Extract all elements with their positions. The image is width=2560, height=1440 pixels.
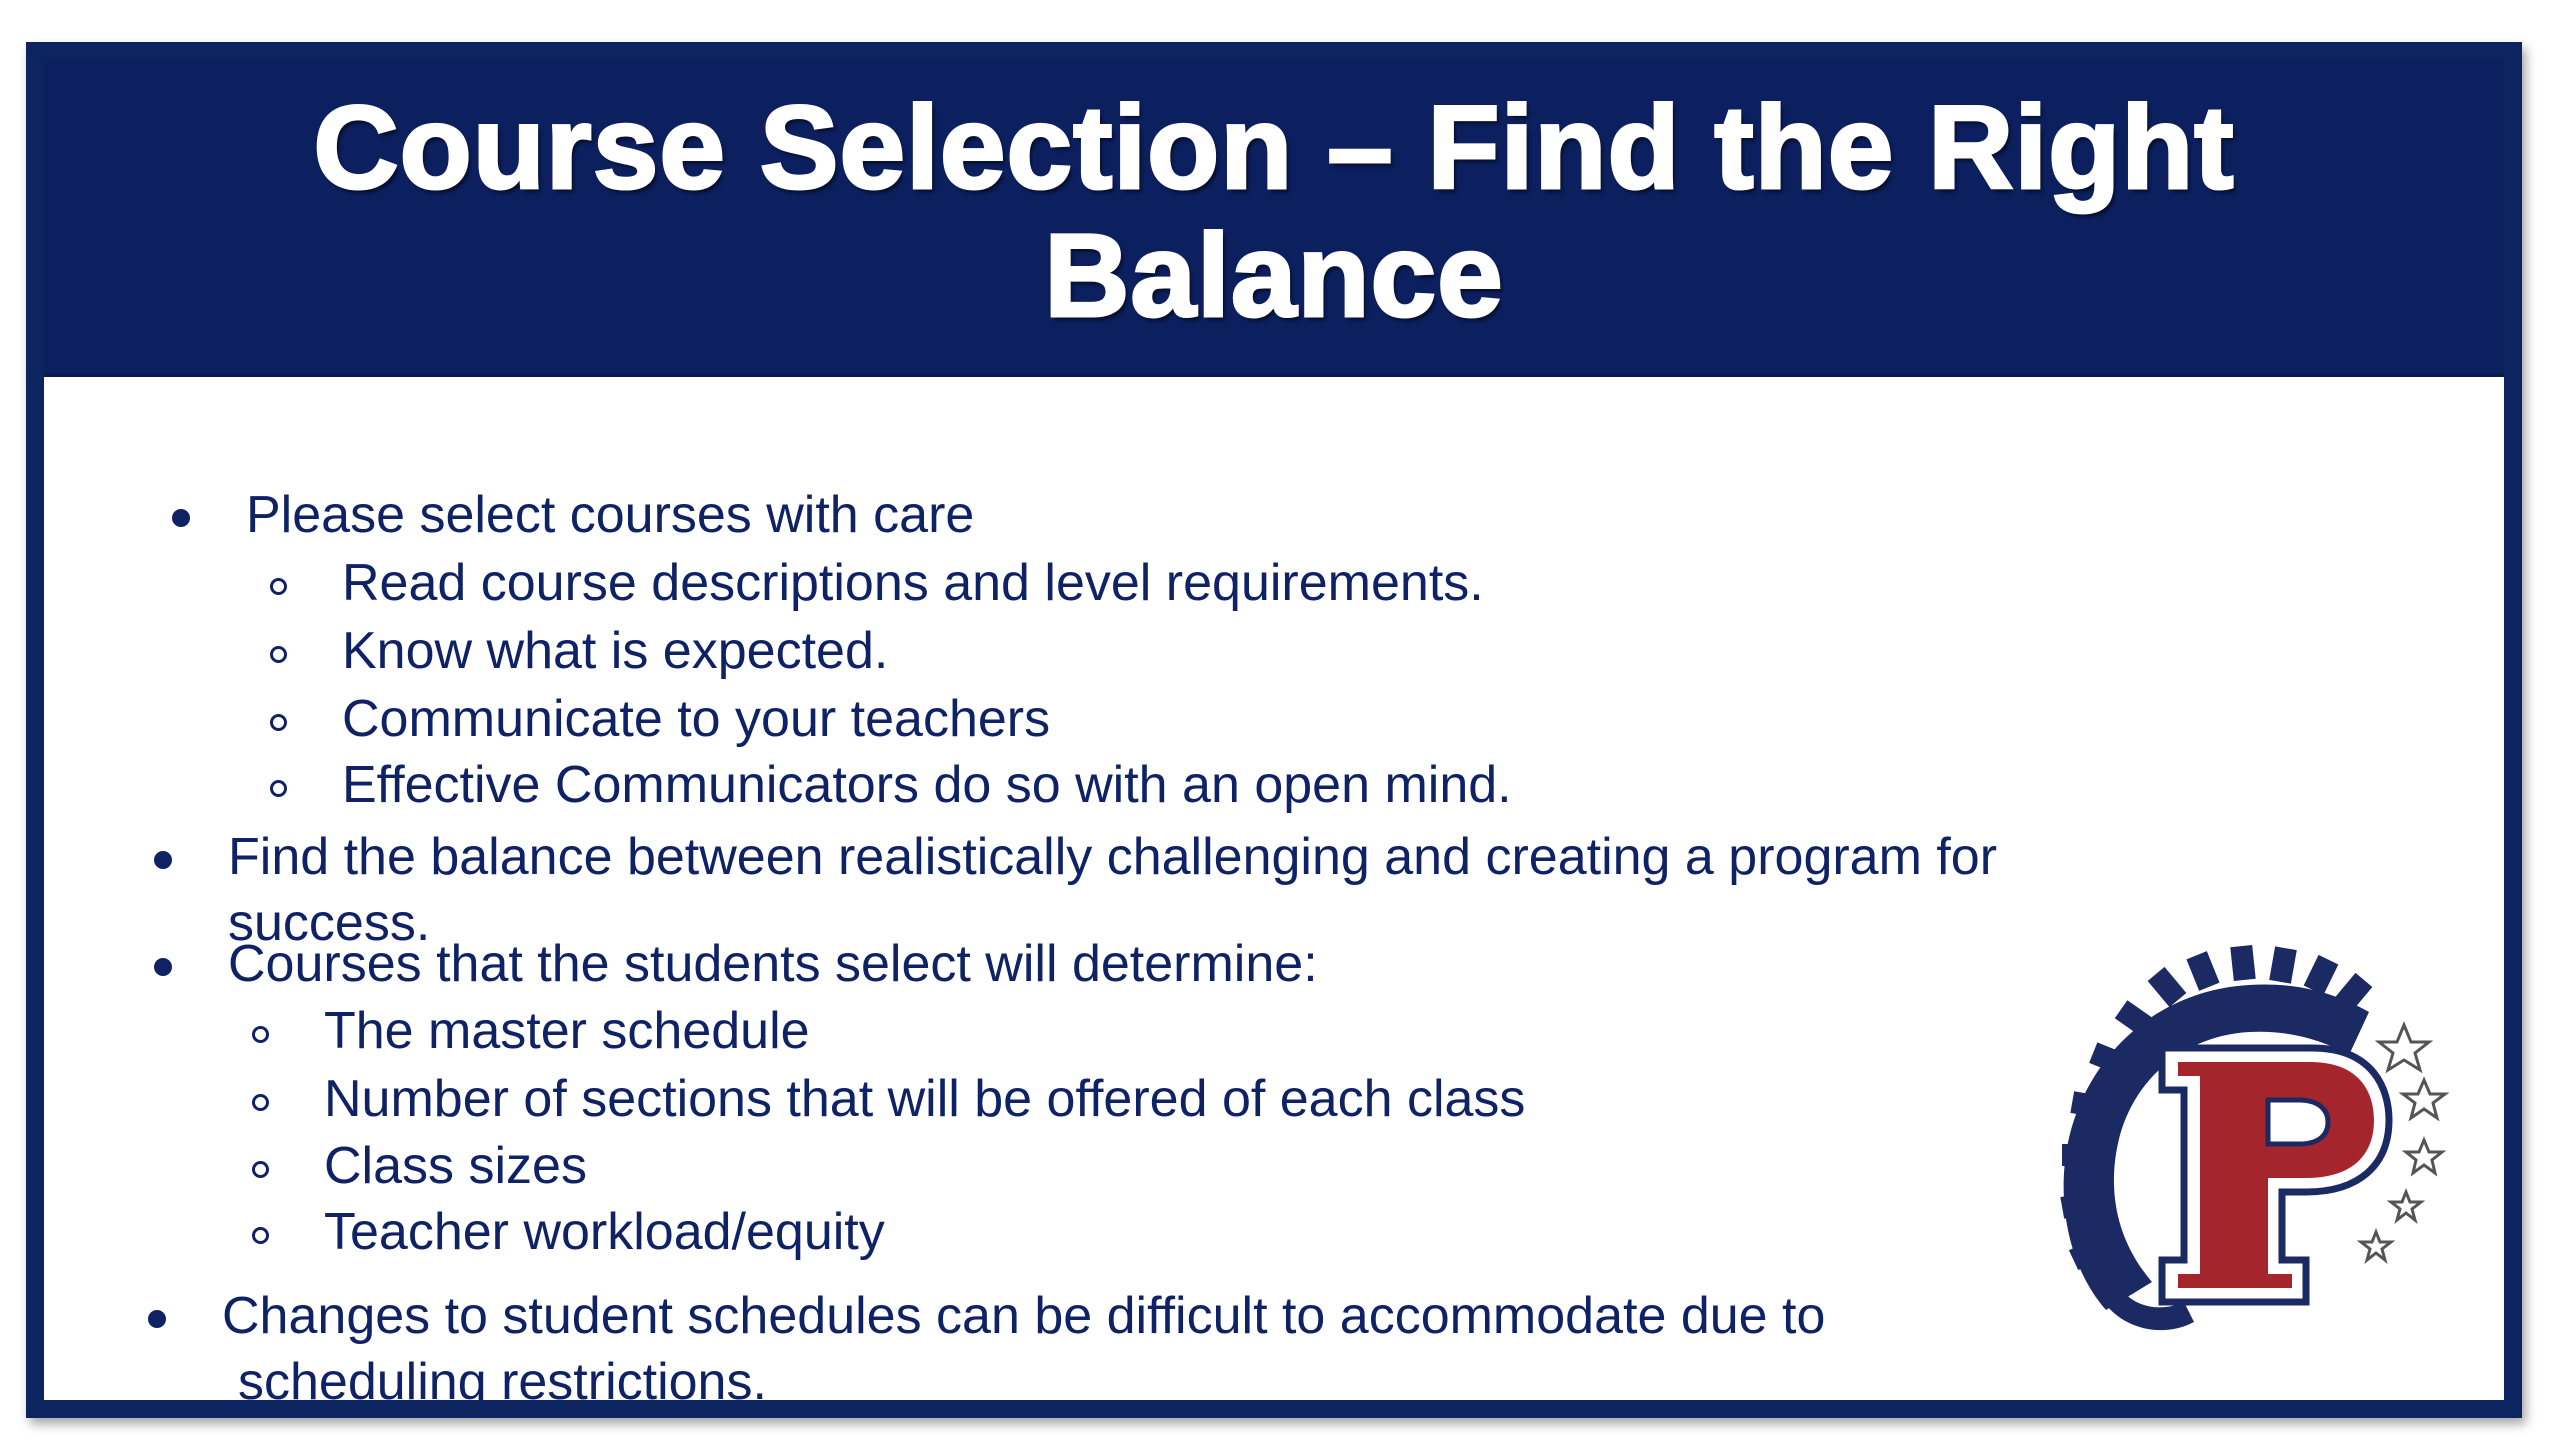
- bullet-3-text: Courses that the students select will determine:: [228, 935, 1318, 993]
- bullet-dot-icon: [172, 484, 190, 546]
- sub-bullet-circle-icon: [270, 620, 287, 682]
- slide-content: [44, 373, 2504, 1411]
- slide-frame: [26, 42, 2522, 1418]
- bullet-3-sub-3: Class sizes: [324, 1137, 587, 1195]
- sub-bullet-circle-icon: [270, 688, 287, 750]
- bullet-1-sub-2: Know what is expected.: [342, 622, 889, 680]
- bullet-1-sub-3: Communicate to your teachers: [342, 690, 1051, 748]
- bullet-4-text-line-1: Changes to student schedules can be difficult to accommodate due to: [222, 1287, 1826, 1345]
- bullet-1-sub-1: Read course descriptions and level requirements.: [342, 554, 1484, 612]
- bullet-2-text-line-1: Find the balance between realistically challenging and creating a program for: [228, 828, 1998, 886]
- bullet-2-text-line-2: success.: [228, 894, 431, 952]
- school-logo-icon: [2044, 930, 2464, 1350]
- bullet-1-sub-4: Effective Communicators do so with an open mind.: [342, 756, 1512, 814]
- sub-bullet-circle-icon: [252, 1000, 269, 1062]
- bullet-3-sub-4: Teacher workload/equity: [324, 1203, 885, 1261]
- slide-title-line-1: Course Selection – Find the Right: [313, 81, 2235, 214]
- sub-bullet-circle-icon: [270, 754, 287, 816]
- bullet-dot-icon: [154, 826, 172, 888]
- letter-p: [2162, 1048, 2389, 1302]
- bullet-3-sub-2: Number of sections that will be offered of each class: [324, 1070, 1526, 1128]
- bullet-1-text: Please select courses with care: [246, 486, 975, 544]
- sub-bullet-circle-icon: [252, 1135, 269, 1197]
- bullet-dot-icon: [154, 933, 172, 995]
- bullet-dot-icon: [148, 1285, 166, 1347]
- slide-title-line-2: Balance: [1044, 209, 1504, 342]
- slide-title: [174, 81, 2374, 342]
- sub-bullet-circle-icon: [252, 1068, 269, 1130]
- sub-bullet-circle-icon: [252, 1201, 269, 1263]
- bullet-3-sub-1: The master schedule: [324, 1002, 810, 1060]
- bullet-4-text-line-2: scheduling restrictions.: [238, 1353, 767, 1411]
- sub-bullet-circle-icon: [270, 552, 287, 614]
- title-bar: [44, 60, 2504, 377]
